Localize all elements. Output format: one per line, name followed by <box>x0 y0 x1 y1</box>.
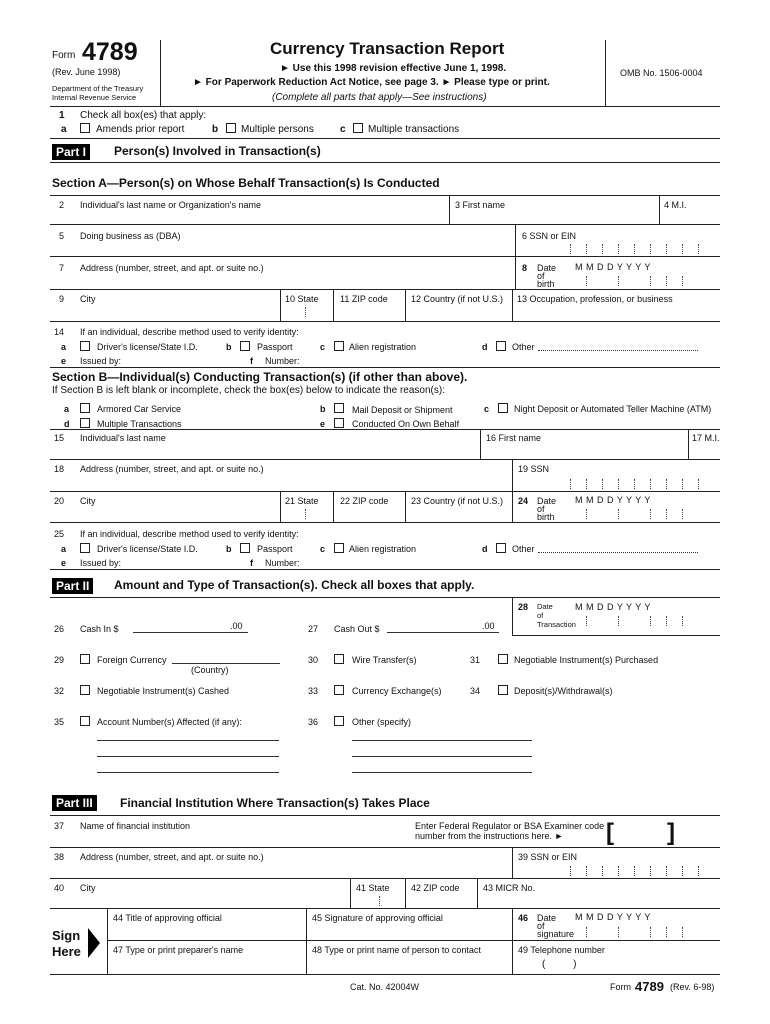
deposit-withdrawal-checkbox[interactable] <box>498 685 508 695</box>
b-drivers-license-checkbox[interactable] <box>80 543 90 553</box>
date-format: M M D D Y Y Y Y <box>575 912 651 922</box>
dba-field[interactable]: Doing business as (DBA) <box>80 231 181 241</box>
dob-label: birth <box>537 279 555 289</box>
amends-checkbox[interactable] <box>80 123 90 133</box>
other-label: Other <box>512 544 535 554</box>
field-number: 20 <box>54 496 65 506</box>
mi-field[interactable]: 4 M.I. <box>664 200 687 210</box>
account-line[interactable] <box>97 772 279 773</box>
approving-title-field[interactable]: 44 Title of approving official <box>113 913 222 923</box>
part3-tag: Part III <box>52 795 97 811</box>
night-deposit-label: Night Deposit or Automated Teller Machine (ATM) <box>514 404 712 414</box>
multiple-transactions-checkbox[interactable] <box>353 123 363 133</box>
contact-name-field[interactable]: 48 Type or print name of person to contact <box>312 945 481 955</box>
part2-title: Amount and Type of Transaction(s). Check all boxes that apply. <box>114 578 475 592</box>
field-number: 15 <box>54 433 65 443</box>
field-number: 31 <box>470 655 481 665</box>
field-number: 25 <box>54 529 65 539</box>
field-number: 7 <box>59 263 65 273</box>
regulator-code-field[interactable] <box>620 822 664 844</box>
b-last-name-field[interactable]: Individual's last name <box>80 433 166 443</box>
line1-label: Check all box(es) that apply: <box>80 110 207 121</box>
item-letter: a <box>64 404 70 414</box>
other-checkbox[interactable] <box>496 341 506 351</box>
part1-tag: Part I <box>52 144 90 160</box>
b-id-number-field[interactable]: Number: <box>265 558 300 568</box>
cents: .00 <box>230 621 243 631</box>
section-b-title: Section B—Individual(s) Conducting Transaction(s) (if other than above). <box>52 370 468 384</box>
catalog-number: Cat. No. 42004W <box>350 982 420 992</box>
item-letter: b <box>226 342 232 352</box>
country-field-line[interactable] <box>172 663 280 664</box>
negotiable-purchased-label: Negotiable Instrument(s) Purchased <box>514 655 659 665</box>
ssn-ein-field[interactable]: 6 SSN or EIN <box>522 231 577 241</box>
other-line[interactable] <box>352 772 532 773</box>
b-mi-field[interactable]: 17 M.I. <box>692 433 720 443</box>
date-label: Date <box>537 913 557 923</box>
line-number: 1 <box>59 110 65 121</box>
form-title: Currency Transaction Report <box>270 39 505 58</box>
item-letter: c <box>340 124 346 135</box>
telephone-label: 49 Telephone number <box>518 945 605 955</box>
account-numbers-label: Account Number(s) Affected (if any): <box>97 717 242 727</box>
sign-arrow-icon <box>88 928 100 958</box>
field-number: 24 <box>518 496 529 506</box>
b-alien-registration-checkbox[interactable] <box>334 543 344 553</box>
city-field[interactable]: City <box>80 294 96 304</box>
other-line[interactable] <box>538 350 698 351</box>
account-numbers-checkbox[interactable] <box>80 716 90 726</box>
form-label: Form <box>52 50 76 61</box>
regulator-label: Enter Federal Regulator or BSA Examiner code <box>415 821 605 831</box>
drivers-license-label: Driver's license/State I.D. <box>97 342 198 352</box>
dept-line2: Internal Revenue Service <box>52 93 137 102</box>
field-number: 32 <box>54 686 65 696</box>
mail-deposit-label: Mail Deposit or Shipment <box>352 405 453 415</box>
negotiable-cashed-label: Negotiable Instrument(s) Cashed <box>97 686 230 696</box>
b-other-checkbox[interactable] <box>496 543 506 553</box>
field-number: 30 <box>308 655 319 665</box>
country-caption: (Country) <box>191 665 229 675</box>
field-number: 8 <box>522 263 528 273</box>
dob-format: M M D D Y Y Y Y <box>575 262 651 272</box>
alien-registration-label: Alien registration <box>349 342 417 352</box>
field-number: 2 <box>59 200 65 210</box>
sign-label: Here <box>52 944 81 959</box>
omb-number: OMB No. 1506-0004 <box>620 68 703 78</box>
field-number: 33 <box>308 686 319 696</box>
field-number: 27 <box>308 624 319 634</box>
field-number: 37 <box>54 821 65 831</box>
part2-tag: Part II <box>52 578 93 594</box>
b-first-name-field[interactable]: 16 First name <box>486 433 542 443</box>
item-letter: c <box>484 404 490 414</box>
alien-registration-checkbox[interactable] <box>334 341 344 351</box>
telephone-field[interactable]: ( ) <box>542 959 577 970</box>
b-country-field[interactable]: 23 Country (if not U.S.) <box>411 496 504 506</box>
part3-title: Financial Institution Where Transaction(s) Takes Place <box>120 796 430 810</box>
item-letter: e <box>320 419 326 429</box>
item-letter: b <box>320 404 326 414</box>
zip-field[interactable]: 11 ZIP code <box>340 294 388 304</box>
negotiable-cashed-checkbox[interactable] <box>80 685 90 695</box>
date-label: Date <box>537 602 553 611</box>
item-letter: e <box>61 558 67 568</box>
footer-revision: (Rev. 6-98) <box>670 982 715 992</box>
item-letter: d <box>482 342 488 352</box>
occupation-field[interactable]: 13 Occupation, profession, or business <box>517 294 673 304</box>
amends-label: Amends prior report <box>96 124 185 135</box>
section-b-subtitle: If Section B is left blank or incomplete, check the box(es) below to indicate the reason(s): <box>52 385 445 396</box>
multiple-transactions-b-checkbox[interactable] <box>80 418 90 428</box>
dob-label: Date <box>537 263 557 273</box>
b-ssn-field[interactable]: 19 SSN <box>518 464 550 474</box>
field-number: 5 <box>59 231 65 241</box>
regulator-label: number from the instructions here. ► <box>415 831 564 841</box>
cents: .00 <box>482 621 495 631</box>
header-line2: ► For Paperwork Reduction Act Notice, see page 3. ► Please type or print. <box>193 77 550 88</box>
field-number: 46 <box>518 913 529 923</box>
field-number: 9 <box>59 294 65 304</box>
b-verify-label: If an individual, describe method used to verify identity: <box>80 529 299 539</box>
currency-exchange-label: Currency Exchange(s) <box>352 686 442 696</box>
other-line[interactable] <box>352 740 532 741</box>
issued-by-field[interactable]: Issued by: <box>80 356 122 366</box>
item-letter: a <box>61 342 67 352</box>
own-behalf-checkbox[interactable] <box>334 418 344 428</box>
cash-in-label: Cash In $ <box>80 624 119 634</box>
preparer-name-field[interactable]: 47 Type or print preparer's name <box>113 945 244 955</box>
drivers-license-label: Driver's license/State I.D. <box>97 544 198 554</box>
field-number: 28 <box>518 602 529 612</box>
cash-out-label: Cash Out $ <box>334 624 380 634</box>
passport-checkbox[interactable] <box>240 341 250 351</box>
item-letter: c <box>320 342 326 352</box>
verify-label: If an individual, describe method used to verify identity: <box>80 327 299 337</box>
institution-city-field[interactable]: City <box>80 883 96 893</box>
item-letter: a <box>61 544 67 554</box>
wire-transfer-label: Wire Transfer(s) <box>352 655 417 665</box>
currency-exchange-checkbox[interactable] <box>334 685 344 695</box>
revision: (Rev. June 1998) <box>52 67 121 77</box>
b-issued-by-field[interactable]: Issued by: <box>80 558 122 568</box>
night-deposit-checkbox[interactable] <box>498 403 508 413</box>
field-number: 14 <box>54 327 65 337</box>
address-field[interactable]: Address (number, street, and apt. or suite no.) <box>80 263 264 273</box>
field-number: 40 <box>54 883 65 893</box>
cash-out-field[interactable] <box>387 632 499 633</box>
foreign-currency-label: Foreign Currency <box>97 655 167 665</box>
dob-format: M M D D Y Y Y Y <box>575 495 651 505</box>
other-specify-label: Other (specify) <box>352 717 412 727</box>
date-format: M M D D Y Y Y Y <box>575 602 651 612</box>
dept-line1: Department of the Treasury <box>52 84 144 93</box>
b-zip-field[interactable]: 22 ZIP code <box>340 496 389 506</box>
negotiable-purchased-checkbox[interactable] <box>498 654 508 664</box>
date-label: Transaction <box>537 620 576 629</box>
b-passport-checkbox[interactable] <box>240 543 250 553</box>
id-number-field[interactable]: Number: <box>265 356 300 366</box>
passport-label: Passport <box>257 544 293 554</box>
institution-state-field[interactable]: 41 State <box>356 883 390 893</box>
field-number: 35 <box>54 717 65 727</box>
item-letter: d <box>482 544 488 554</box>
deposit-withdrawal-label: Deposit(s)/Withdrawal(s) <box>514 686 613 696</box>
item-letter: e <box>61 356 67 366</box>
multiple-transactions-label: Multiple transactions <box>368 124 460 135</box>
institution-ein-field[interactable]: 39 SSN or EIN <box>518 852 578 862</box>
field-number: 18 <box>54 464 65 474</box>
bracket-left: [ <box>606 819 614 846</box>
own-behalf-label: Conducted On Own Behalf <box>352 419 460 429</box>
drivers-license-checkbox[interactable] <box>80 341 90 351</box>
part1-title: Person(s) Involved in Transaction(s) <box>114 144 321 158</box>
form-number: 4789 <box>82 38 138 66</box>
field-number: 36 <box>308 717 319 727</box>
dob-label: of <box>537 504 545 514</box>
armored-car-checkbox[interactable] <box>80 403 90 413</box>
item-letter: f <box>250 558 253 568</box>
bracket-right: ] <box>667 819 675 846</box>
date-label: of <box>537 921 545 931</box>
field-number: 29 <box>54 655 65 665</box>
alien-registration-label: Alien registration <box>349 544 417 554</box>
footer-form-number: 4789 <box>635 979 664 994</box>
multiple-transactions-b-label: Multiple Transactions <box>97 419 182 429</box>
dob-label: Date <box>537 496 557 506</box>
micr-field[interactable]: 43 MICR No. <box>483 883 536 893</box>
header-line3: (Complete all parts that apply—See instructions) <box>272 92 487 103</box>
item-letter: c <box>320 544 326 554</box>
armored-car-label: Armored Car Service <box>97 404 182 414</box>
item-letter: f <box>250 356 253 366</box>
approving-signature-field[interactable]: 45 Signature of approving official <box>312 913 443 923</box>
other-specify-checkbox[interactable] <box>334 716 344 726</box>
foreign-currency-checkbox[interactable] <box>80 654 90 664</box>
institution-name-field[interactable]: Name of financial institution <box>80 821 191 831</box>
account-line[interactable] <box>97 740 279 741</box>
b-city-field[interactable]: City <box>80 496 96 506</box>
field-number: 38 <box>54 852 65 862</box>
passport-label: Passport <box>257 342 293 352</box>
mail-deposit-checkbox[interactable] <box>334 403 344 413</box>
account-line[interactable] <box>97 756 279 757</box>
b-address-field[interactable]: Address (number, street, and apt. or suite no.) <box>80 464 264 474</box>
footer-form-label: Form <box>610 982 631 992</box>
country-field[interactable]: 12 Country (if not U.S.) <box>411 294 504 304</box>
section-a-title: Section A—Person(s) on Whose Behalf Transaction(s) Is Conducted <box>52 176 440 190</box>
item-letter: d <box>64 419 70 429</box>
other-line[interactable] <box>352 756 532 757</box>
header-line1: ► Use this 1998 revision effective June 1, 1998. <box>280 63 507 74</box>
institution-zip-field[interactable]: 42 ZIP code <box>411 883 460 893</box>
dob-label: of <box>537 271 545 281</box>
field-number: 34 <box>470 686 481 696</box>
institution-address-field[interactable]: Address (number, street, and apt. or suite no.) <box>80 852 264 862</box>
sign-label: Sign <box>52 928 81 943</box>
b-other-line[interactable] <box>538 552 698 553</box>
other-label: Other <box>512 342 535 352</box>
wire-transfer-checkbox[interactable] <box>334 654 344 664</box>
last-name-field[interactable]: Individual's last name or Organization's name <box>80 200 262 210</box>
b-state-field[interactable]: 21 State <box>285 496 319 506</box>
first-name-field[interactable]: 3 First name <box>455 200 506 210</box>
item-letter: a <box>61 124 67 135</box>
dob-label: birth <box>537 512 555 522</box>
item-letter: b <box>212 124 219 135</box>
field-number: 26 <box>54 624 65 634</box>
multiple-persons-label: Multiple persons <box>241 124 314 135</box>
date-label: of <box>537 611 544 620</box>
multiple-persons-checkbox[interactable] <box>226 123 236 133</box>
item-letter: b <box>226 544 232 554</box>
cash-in-field[interactable] <box>133 632 248 633</box>
date-label: signature <box>537 929 575 939</box>
state-field[interactable]: 10 State <box>285 294 319 304</box>
